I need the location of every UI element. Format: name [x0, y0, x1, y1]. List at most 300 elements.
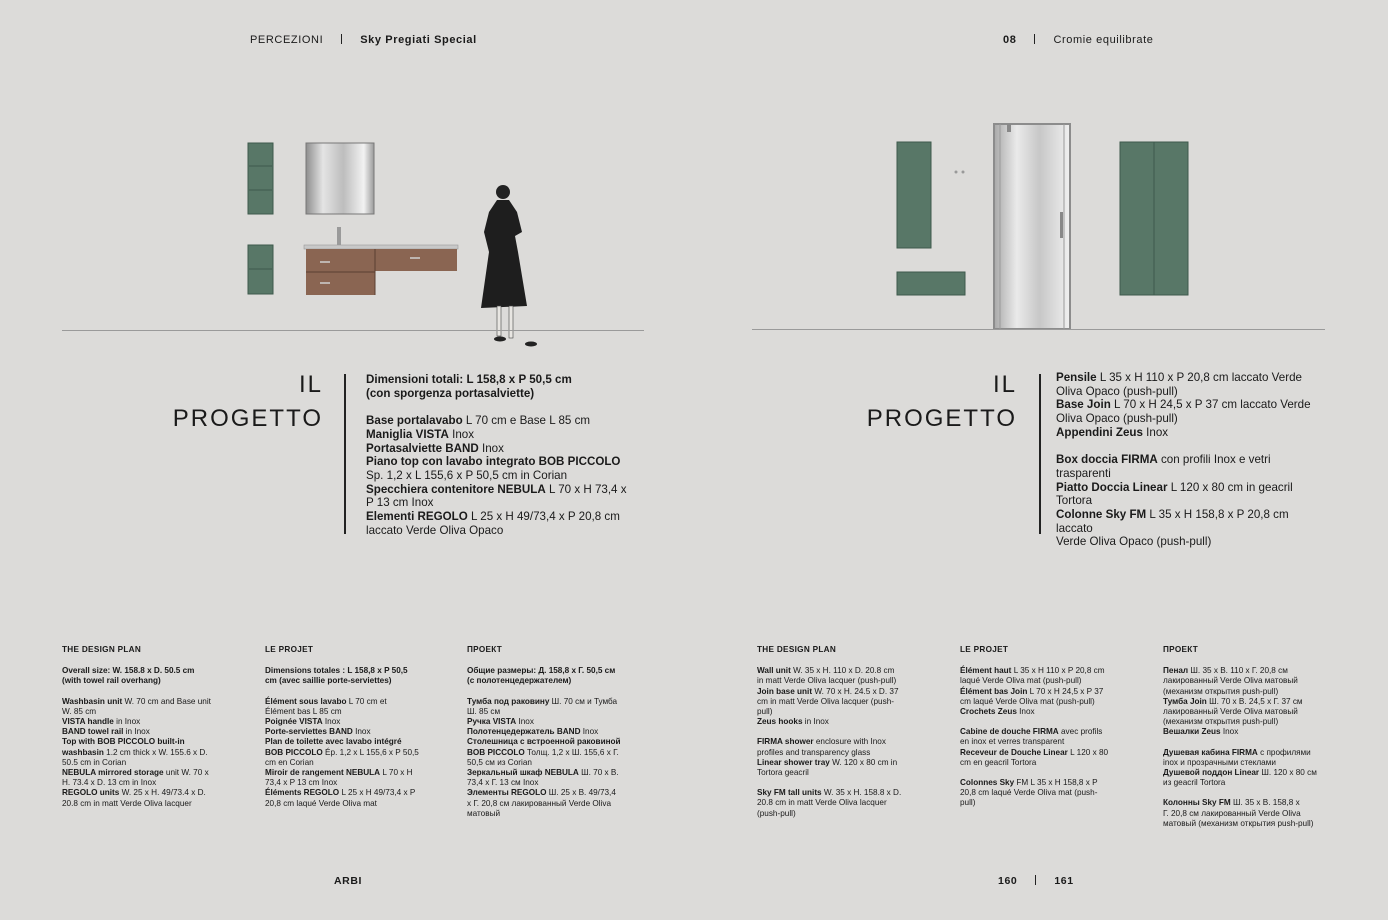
column-line [265, 717, 429, 727]
spec-line [1056, 371, 1326, 385]
detail-text: 1.2 cm thick x W. 155.6 x D. [103, 747, 208, 757]
detail-text: in Inox [113, 717, 141, 727]
bold-term: Élément sous lavabo [265, 696, 347, 706]
line-gap [1163, 738, 1327, 748]
bold-term: Колонны Sky FM [1163, 798, 1231, 808]
translation-col-fr-left [265, 645, 429, 809]
column-line [757, 737, 921, 747]
bold-term: Join base unit [757, 686, 813, 696]
bold-term: Specchiera contenitore NEBULA [366, 482, 546, 496]
column-line [960, 707, 1124, 717]
bold-term: Zeus hooks [757, 717, 803, 727]
detail-text: FM L 35 x H 158,8 x P [1014, 778, 1098, 788]
column-line [467, 748, 631, 758]
bold-term: Porte-serviettes BAND [265, 727, 353, 737]
detail-text: Ш. 70 х В. 24,5 х Г. 37 см [1206, 696, 1303, 706]
spec-line [366, 373, 632, 387]
detail-text: Г. 20,8 см лакированный Verde Oliva [1163, 808, 1301, 818]
detail-text: Ш. 70 см и Тумба [549, 696, 618, 706]
left-elevation-drawing [0, 0, 694, 360]
column-line [467, 707, 631, 717]
column-line [757, 687, 921, 697]
detail-text: pull) [757, 707, 773, 717]
column-line [62, 727, 226, 737]
bold-term: Полотенцедержатель BAND [467, 727, 581, 737]
line-gap [62, 687, 226, 697]
detail-text: из geacril Tortora [1163, 778, 1226, 788]
spec-line [1056, 508, 1326, 535]
spec-line [366, 510, 632, 524]
detail-text: L 70 cm et [346, 696, 387, 706]
detail-text: 73,4 х Г. 13 см Inox [467, 778, 539, 788]
column-line [757, 768, 921, 778]
bold-term: Душевой поддон Linear [1163, 768, 1260, 778]
column-line [265, 737, 429, 747]
detail-text: 20,8 cm laqué Verde Oliva mat (push- [960, 788, 1098, 798]
column-heading: LE PROJET [960, 645, 1009, 654]
column-heading: LE PROJET [265, 645, 314, 654]
title-line-2: PROGETTO [866, 405, 1017, 432]
bold-term: Éléments REGOLO [265, 788, 340, 798]
column-line [467, 727, 631, 737]
column-line [467, 758, 631, 768]
detail-text: Inox [516, 717, 534, 727]
column-line [62, 748, 226, 758]
detail-text: L 70 x H 24,5 x P 37 cm laccato Verde [1110, 398, 1311, 412]
spec-line [366, 428, 632, 442]
regolo-lower-unit [248, 245, 273, 294]
bold-term: (con sporgenza portasalviette) [366, 386, 535, 400]
line-gap [960, 717, 1124, 727]
column-line [265, 727, 429, 737]
detail-text: лакированный Verde Oliva матовый [1163, 707, 1298, 717]
detail-text: Inox [448, 427, 475, 441]
column-line [62, 778, 226, 788]
detail-text: L 25 x H 49/73,4 x P 20,8 cm [467, 510, 620, 524]
bold-term: Общие размеры: Д. 158,8 х Г. 50,5 см [467, 666, 616, 676]
detail-text: cm in matt Verde Oliva lacquer (push- [757, 696, 894, 706]
detail-text: W. 35 x H. 158.8 x D. [821, 788, 902, 798]
detail-text: Verde Oliva Opaco (push-pull) [1056, 535, 1212, 549]
bold-term: Overall size: W. 158.8 x D. 50.5 cm [62, 666, 195, 676]
detail-text: Inox [352, 727, 371, 737]
bold-term: FIRMA shower [757, 737, 814, 747]
column-line [62, 788, 226, 798]
column-line [960, 697, 1124, 707]
page-number-left: 160 [998, 875, 1018, 887]
bold-term: Washbasin unit [62, 696, 123, 706]
detail-text: cm en Corian [265, 757, 314, 767]
bold-term: Linear shower tray [757, 757, 830, 767]
detail-text: enclosure with Inox [813, 737, 886, 747]
detail-text: in Inox [123, 727, 150, 737]
detail-text: W. 70 x H. 24.5 x D. 37 [812, 686, 899, 696]
spec-line [366, 469, 632, 483]
column-line [1163, 778, 1327, 788]
bold-term: Зеркальный шкаф NEBULA [467, 768, 579, 778]
spec-line [1056, 481, 1326, 495]
detail-text: Inox [1016, 707, 1035, 717]
detail-text: cm en geacril Tortora [960, 757, 1037, 767]
pensile-wall-unit [897, 142, 931, 248]
detail-text: (механизм открытия push-pull) [1163, 717, 1279, 727]
column-line [467, 778, 631, 788]
title-line-1: IL [298, 371, 323, 398]
detail-text: Ш. 120 х 80 см [1259, 768, 1317, 778]
detail-text: Inox [1142, 425, 1169, 439]
chapter-subtitle: Cromie equilibrate [1053, 34, 1154, 46]
detail-text: 20.8 cm in matt Verde Oliva lacquer [62, 798, 192, 808]
bold-term: Dimensioni totali: L 158,8 x P 50,5 cm [366, 373, 572, 386]
detail-text: L 120 x 80 [1067, 747, 1109, 757]
column-line [467, 788, 631, 798]
bold-term: BOB PICCOLO [265, 747, 323, 757]
bold-term: cm (avec saillie porte-serviettes) [265, 676, 392, 686]
translation-col-en-right [757, 645, 921, 819]
translation-col-ru-left [467, 645, 631, 819]
join-base-unit [897, 272, 965, 295]
bold-term: Maniglia VISTA [366, 427, 449, 441]
bold-term: VISTA handle [62, 717, 114, 727]
bold-term: Base portalavabo [366, 414, 463, 428]
detail-text: L 70 x H [380, 768, 413, 778]
floor-line-left [62, 330, 644, 331]
detail-text: Ép. 1,2 x L 155,6 x P 50,5 [322, 747, 419, 757]
column-line [960, 727, 1124, 737]
column-line [265, 788, 429, 798]
detail-text: laqué Verde Oliva mat (push-pull) [960, 676, 1082, 686]
column-heading: THE DESIGN PLAN [757, 645, 837, 654]
line-gap [366, 400, 632, 414]
detail-text: W. 35 x H. 110 x D. 20.8 cm [790, 666, 895, 676]
spec-line [366, 496, 632, 510]
column-line [1163, 727, 1327, 737]
title-divider-right [1039, 374, 1041, 534]
spec-line [366, 387, 632, 401]
detail-text: pull) [960, 798, 976, 808]
line-gap [1056, 440, 1326, 454]
detail-text: W. 70 cm and Base unit [122, 696, 211, 706]
bold-term: Dimensions totales : L 158,8 x P 50,5 [265, 666, 408, 676]
column-line [265, 758, 429, 768]
detail-text: L 70 cm e Base L 85 cm [462, 414, 591, 428]
bold-term: washbasin [62, 747, 104, 757]
column-line [757, 758, 921, 768]
column-line [960, 788, 1124, 798]
detail-text: (push-pull) [757, 808, 796, 818]
brand-folio: ARBI [334, 875, 363, 887]
spec-line [366, 442, 632, 456]
detail-text: en inox et verres transparent [960, 737, 1065, 747]
translation-col-en-left [62, 645, 226, 809]
column-line [265, 768, 429, 778]
column-line [467, 799, 631, 809]
detail-text: Ш. 85 см [467, 706, 501, 716]
spec-line [1056, 535, 1326, 549]
column-line [1163, 809, 1327, 819]
bold-term: Appendini Zeus [1056, 425, 1143, 439]
line-gap [1163, 788, 1327, 798]
detail-text: L 70 x H 24,5 x P 37 [1027, 686, 1104, 696]
column-line [62, 758, 226, 768]
line-gap [265, 687, 429, 697]
detail-text: Ш. 35 х В. 110 х Г. 20,8 см [1188, 666, 1288, 676]
column-line [467, 768, 631, 778]
project-title-right [834, 368, 1017, 436]
translation-col-ru-right [1163, 645, 1327, 829]
column-line [1163, 676, 1327, 686]
detail-text: H. 73.4 x D. 13 cm in Inox [62, 778, 157, 788]
detail-text: unit W. 70 x [163, 768, 209, 778]
column-line [265, 697, 429, 707]
bold-term: Élément bas Join [960, 686, 1028, 696]
detail-text: profiles and transparency glass [757, 747, 871, 757]
detail-text: Oliva Opaco (push-pull) [1056, 384, 1178, 398]
bold-term: Столешница с встроенной раковиной [467, 737, 621, 747]
detail-text: in matt Verde Oliva lacquer (push-pull) [757, 676, 897, 686]
column-line [62, 697, 226, 707]
detail-text: лакированный Verde Oliva матовый [1163, 676, 1298, 686]
detail-text: Tortora geacril [757, 768, 809, 778]
bold-term: Элементы REGOLO [467, 788, 547, 798]
column-line [757, 809, 921, 819]
column-line [467, 737, 631, 747]
detail-text: con profili Inox e vetri trasparenti [1056, 453, 1271, 480]
spec-text-right [1056, 371, 1326, 549]
spec-line [1056, 385, 1326, 399]
column-line [265, 748, 429, 758]
spec-line [366, 455, 632, 469]
column-line [467, 809, 631, 819]
column-heading: THE DESIGN PLAN [62, 645, 142, 654]
bold-term: Elementi REGOLO [366, 510, 468, 524]
spec-line [1056, 494, 1326, 508]
section-subtitle: Sky Pregiati Special [360, 34, 477, 46]
column-line [960, 798, 1124, 808]
bold-term: Wall unit [757, 666, 791, 676]
column-line [1163, 768, 1327, 778]
detail-text: 50,5 см из Corian [467, 757, 532, 767]
bold-term: Тумба Join [1163, 696, 1207, 706]
column-line [1163, 798, 1327, 808]
bold-term: Top with BOB PICCOLO built-in [62, 737, 185, 747]
chapter-number: 08 [1003, 34, 1017, 46]
spec-line [1056, 426, 1326, 440]
bold-term: Crochets Zeus [960, 707, 1017, 717]
detail-text: L 25 x H 49/73,4 x P [339, 788, 416, 798]
column-line [960, 687, 1124, 697]
detail-text: L 35 x H 158,8 x P 20,8 cm laccato [1056, 508, 1289, 535]
detail-text: 20,8 cm laqué Verde Oliva mat [265, 798, 377, 808]
column-line [467, 717, 631, 727]
detail-text: Oliva Opaco (push-pull) [1056, 412, 1178, 426]
column-line [757, 748, 921, 758]
detail-text: Ш. 35 х В. 158,8 х [1230, 798, 1300, 808]
title-divider-left [344, 374, 346, 534]
column-heading: ПРОЕКТ [1163, 645, 1199, 654]
line-gap [467, 687, 631, 697]
zeus-hooks [955, 171, 965, 174]
column-line [62, 717, 226, 727]
bold-term: BOB PICCOLO [467, 747, 525, 757]
column-line [757, 676, 921, 686]
title-line-1: IL [992, 371, 1017, 398]
page-numbers [998, 875, 1074, 887]
column-line [960, 737, 1124, 747]
column-line [265, 676, 429, 686]
detail-text: L 35 x H 110 x P 20,8 cm [1011, 666, 1105, 676]
spec-line [1056, 398, 1326, 412]
bold-term: Ручка VISTA [467, 717, 517, 727]
column-line [960, 778, 1124, 788]
detail-text: 20.8 cm in matt Verde Oliva lacquer [757, 798, 887, 808]
column-line [1163, 697, 1327, 707]
column-line [467, 697, 631, 707]
detail-text: 50.5 cm in Corian [62, 757, 127, 767]
detail-text: laccato Verde Oliva Opaco [366, 523, 504, 537]
spec-line [1056, 453, 1326, 480]
detail-text: W. 85 cm [62, 706, 97, 716]
folio-separator [1035, 875, 1036, 885]
detail-text: Élément bas L 85 cm [265, 706, 342, 716]
column-line [960, 748, 1124, 758]
column-line [467, 676, 631, 686]
detail-text: inox и прозрачными стеклами [1163, 757, 1276, 767]
column-line [62, 676, 226, 686]
bold-term: BAND towel rail [62, 727, 124, 737]
bold-term: NEBULA mirrored storage [62, 768, 164, 778]
detail-text: L 120 x 80 cm in geacril [1167, 480, 1293, 494]
regolo-upper-unit [248, 143, 273, 214]
spec-line [1056, 412, 1326, 426]
column-line [960, 676, 1124, 686]
column-line [1163, 819, 1327, 829]
bold-term: Piano top con lavabo integrato BOB PICCOLO [366, 455, 621, 469]
spec-line [366, 483, 632, 497]
detail-text: cm laqué Verde Oliva mat (push-pull) [960, 696, 1095, 706]
human-figure-silhouette [481, 185, 537, 347]
bold-term: Sky FM tall units [757, 788, 822, 798]
vanity-unit [304, 227, 458, 295]
bold-term: Вешалки Zeus [1163, 727, 1221, 737]
bold-term: REGOLO units [62, 788, 120, 798]
detail-text: L 35 x H 110 x P 20,8 cm laccato Verde [1096, 371, 1302, 384]
bold-term: Pensile [1056, 371, 1097, 384]
column-line [757, 717, 921, 727]
column-line [467, 666, 631, 676]
detail-text: (механизм открытия push-pull) [1163, 686, 1279, 696]
bold-term: (with towel rail overhang) [62, 676, 161, 686]
section-name: PERCEZIONI [250, 34, 324, 46]
detail-text: in Inox [802, 717, 829, 727]
bold-term: Piatto Doccia Linear [1056, 480, 1168, 494]
line-gap [757, 727, 921, 737]
detail-text: с профилями [1257, 747, 1311, 757]
detail-text: Tortora [1056, 494, 1093, 508]
detail-text: Inox [322, 717, 341, 727]
detail-text: W. 25 x H. 49/73.4 x D. [119, 788, 206, 798]
column-heading: ПРОЕКТ [467, 645, 503, 654]
column-line [1163, 758, 1327, 768]
line-gap [757, 778, 921, 788]
detail-text: Ш. 70 х В. [578, 768, 619, 778]
column-line [1163, 666, 1327, 676]
floor-line-right [752, 329, 1325, 330]
column-line [265, 666, 429, 676]
detail-text: матовый [467, 808, 501, 818]
bold-term: Colonnes Sky [960, 778, 1015, 788]
column-line [757, 788, 921, 798]
column-line [1163, 687, 1327, 697]
column-line [265, 778, 429, 788]
detail-text: матовый (механизм открытия push-pull) [1163, 818, 1314, 828]
column-line [960, 666, 1124, 676]
right-elevation-drawing [694, 0, 1388, 360]
spec-text-left [366, 373, 632, 537]
column-line [757, 697, 921, 707]
detail-text: P 13 cm Inox [366, 496, 434, 510]
bold-term: Plan de toilette avec lavabo intégré [265, 737, 402, 747]
detail-text: Sp. 1,2 x L 155,6 x P 50,5 cm in Corian [366, 468, 568, 482]
bold-term: Élément haut [960, 666, 1012, 676]
column-line [757, 666, 921, 676]
bold-term: Box doccia FIRMA [1056, 453, 1158, 467]
column-line [62, 666, 226, 676]
detail-text: Ш. 25 х В. 49/73,4 [546, 788, 616, 798]
bold-term: Colonne Sky FM [1056, 508, 1147, 522]
column-line [757, 707, 921, 717]
page-number-right: 161 [1054, 875, 1074, 887]
bold-term: Miroir de rangement NEBULA [265, 768, 381, 778]
column-line [62, 768, 226, 778]
column-line [757, 798, 921, 808]
detail-text: Inox [580, 727, 599, 737]
detail-text: L 70 x H 73,4 x [545, 482, 627, 496]
column-line [1163, 748, 1327, 758]
spec-line [366, 414, 632, 428]
bold-term: Receveur de Douche Linear [960, 747, 1068, 757]
bold-term: Cabine de douche FIRMA [960, 727, 1059, 737]
column-line [62, 737, 226, 747]
bold-term: Poignée VISTA [265, 717, 323, 727]
column-line [1163, 717, 1327, 727]
bold-term: Пенал [1163, 666, 1189, 676]
nebula-mirror [306, 143, 374, 214]
bold-term: Тумба под раковину [467, 696, 550, 706]
column-line [265, 799, 429, 809]
column-line [960, 758, 1124, 768]
column-line [1163, 707, 1327, 717]
line-gap [960, 768, 1124, 778]
column-line [62, 707, 226, 717]
detail-text: Толщ. 1,2 х Ш. 155,6 х Г. [524, 747, 619, 757]
spec-line [366, 524, 632, 538]
detail-text: avec profils [1058, 727, 1103, 737]
bold-term: Base Join [1056, 398, 1111, 412]
detail-text: 73,4 x P 13 cm Inox [265, 778, 338, 788]
title-line-2: PROGETTO [172, 405, 323, 432]
column-line [62, 799, 226, 809]
detail-text: Inox [478, 441, 504, 455]
bold-term: Душевая кабина FIRMA [1163, 747, 1258, 757]
column-line [265, 707, 429, 717]
translation-col-fr-right [960, 645, 1124, 809]
firma-shower-enclosure [994, 124, 1070, 329]
detail-text: W. 120 x 80 cm in [829, 757, 898, 767]
bold-term: Portasalviette BAND [366, 441, 479, 455]
sky-fm-tall-units [1120, 142, 1188, 295]
bold-term: (с полотенцедержателем) [467, 676, 572, 686]
